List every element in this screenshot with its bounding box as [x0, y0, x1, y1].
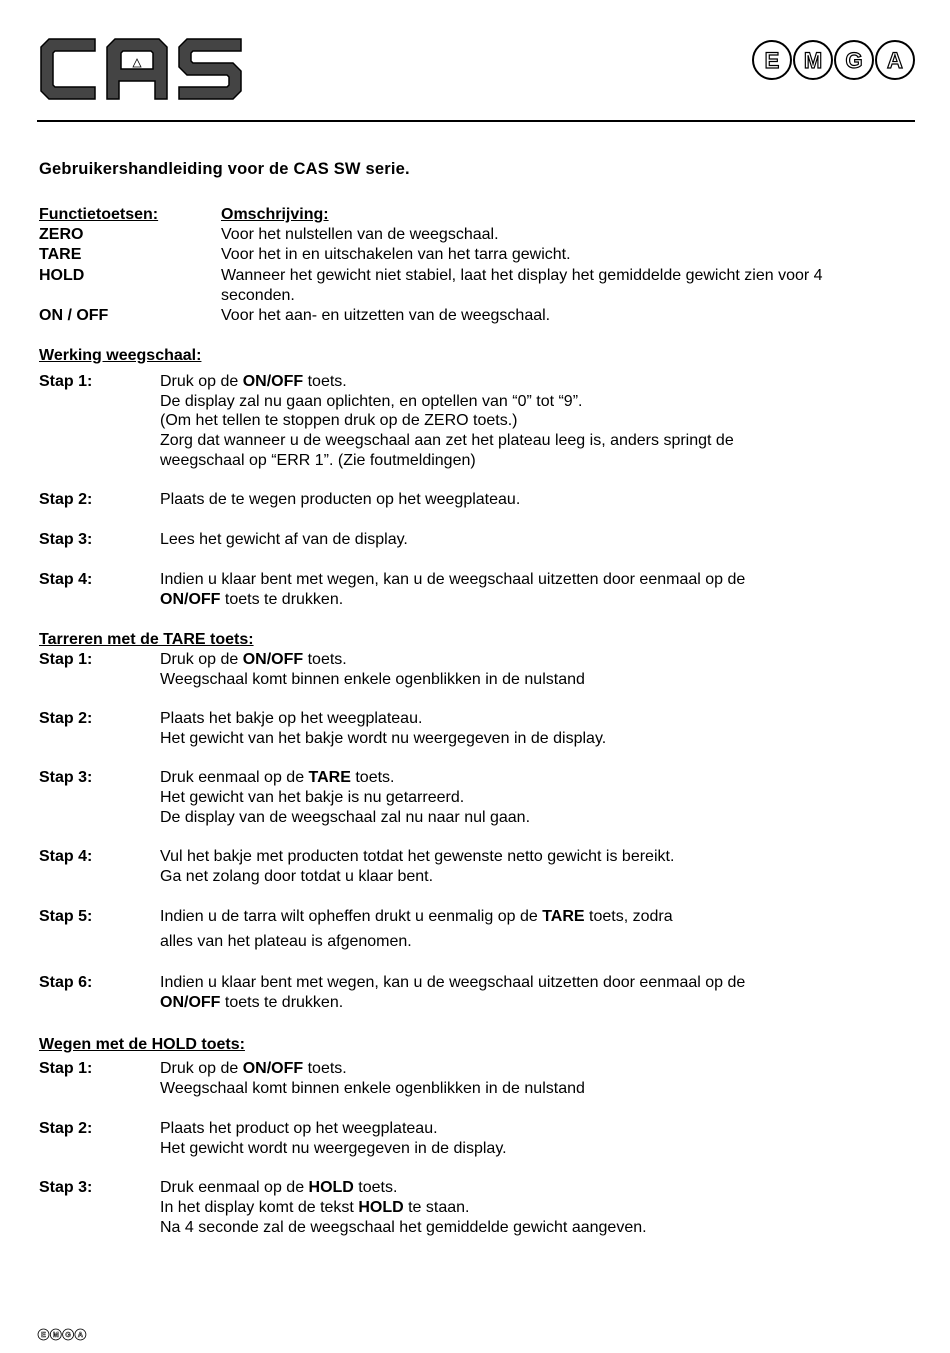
step-text: De display zal nu gaan oplichten, en optellen van “0” tot “9”.	[160, 393, 583, 410]
key-description: seconden.	[221, 287, 295, 304]
step-text: Het gewicht wordt nu weergegeven in de display.	[160, 1140, 507, 1157]
keys-column-header: Functietoetsen:	[39, 206, 159, 223]
footer-emga-letter: G	[65, 1332, 71, 1340]
emga-logo-letter: M	[803, 47, 823, 73]
emga-logo-letter: E	[764, 47, 780, 73]
step-text: Plaats het product op het weegplateau.	[160, 1120, 438, 1137]
step-label: Stap 4:	[39, 848, 93, 865]
step-text: In het display komt de tekst HOLD te staan.	[160, 1199, 470, 1216]
emga-logo	[752, 39, 916, 81]
step-text: (Om het tellen te stoppen druk op de ZERO toets.)	[160, 412, 518, 429]
section-heading: Tarreren met de TARE toets:	[39, 631, 254, 648]
step-label: Stap 6:	[39, 974, 93, 991]
step-label: Stap 2:	[39, 710, 93, 727]
step-text: weegschaal op “ERR 1”. (Zie foutmeldingen)	[160, 452, 476, 469]
cas-logo	[37, 37, 245, 101]
emga-logo-letter: A	[887, 47, 903, 73]
step-label: Stap 2:	[39, 491, 93, 508]
step-label: Stap 3:	[39, 769, 93, 786]
step-text: Vul het bakje met producten totdat het gewenste netto gewicht is bereikt.	[160, 848, 675, 865]
key-name: ON / OFF	[39, 307, 109, 324]
step-label: Stap 2:	[39, 1120, 93, 1137]
step-text: Het gewicht van het bakje is nu getarreerd.	[160, 789, 465, 806]
step-text: Lees het gewicht af van de display.	[160, 531, 408, 548]
step-label: Stap 4:	[39, 571, 93, 588]
key-description: Voor het aan- en uitzetten van de weegschaal.	[221, 307, 551, 324]
step-text: alles van het plateau is afgenomen.	[160, 933, 412, 950]
step-text: Weegschaal komt binnen enkele ogenblikken in de nulstand	[160, 1080, 585, 1097]
header-divider	[37, 120, 915, 122]
description-column-header: Omschrijving:	[221, 206, 329, 223]
step-text: Druk op de ON/OFF toets.	[160, 1060, 347, 1077]
page-title: Gebruikershandleiding voor de CAS SW serie.	[39, 160, 410, 178]
step-text: Druk eenmaal op de HOLD toets.	[160, 1179, 398, 1196]
step-text: Druk op de ON/OFF toets.	[160, 651, 347, 668]
key-description: Wanneer het gewicht niet stabiel, laat het display het gemiddelde gewicht zien voor 4	[221, 267, 823, 284]
footer-emga-letter: A	[77, 1332, 83, 1340]
step-label: Stap 1:	[39, 1060, 93, 1077]
step-text: Druk eenmaal op de TARE toets.	[160, 769, 395, 786]
step-text: Zorg dat wanneer u de weegschaal aan zet het plateau leeg is, anders springt de	[160, 432, 734, 449]
key-description: Voor het in en uitschakelen van het tarra gewicht.	[221, 246, 571, 263]
step-text: Druk op de ON/OFF toets.	[160, 373, 347, 390]
step-text: Indien u klaar bent met wegen, kan u de weegschaal uitzetten door eenmaal op de	[160, 974, 746, 991]
step-text: Plaats de te wegen producten op het weegplateau.	[160, 491, 521, 508]
step-text: Het gewicht van het bakje wordt nu weergegeven in de display.	[160, 730, 607, 747]
footer-emga-letter: M	[52, 1332, 59, 1340]
key-name: TARE	[39, 246, 82, 263]
step-label: Stap 1:	[39, 651, 93, 668]
footer-emga-letter: E	[41, 1332, 46, 1340]
step-text: Na 4 seconde zal de weegschaal het gemiddelde gewicht aangeven.	[160, 1219, 647, 1236]
step-label: Stap 1:	[39, 373, 93, 390]
step-text: Weegschaal komt binnen enkele ogenblikken in de nulstand	[160, 671, 585, 688]
key-description: Voor het nulstellen van de weegschaal.	[221, 226, 499, 243]
step-label: Stap 3:	[39, 1179, 93, 1196]
step-text: Indien u de tarra wilt opheffen drukt u eenmalig op de TARE toets, zodra	[160, 908, 673, 925]
emga-logo-letter: G	[845, 47, 863, 73]
key-name: HOLD	[39, 267, 85, 284]
step-label: Stap 3:	[39, 531, 93, 548]
step-label: Stap 5:	[39, 908, 93, 925]
section-heading: Werking weegschaal:	[39, 347, 202, 364]
step-text: ON/OFF toets te drukken.	[160, 591, 344, 608]
key-name: ZERO	[39, 226, 84, 243]
step-text: Indien u klaar bent met wegen, kan u de weegschaal uitzetten door eenmaal op de	[160, 571, 746, 588]
section-heading: Wegen met de HOLD toets:	[39, 1036, 245, 1053]
step-text: Ga net zolang door totdat u klaar bent.	[160, 868, 434, 885]
step-text: De display van de weegschaal zal nu naar nul gaan.	[160, 809, 531, 826]
footer-emga-logo	[37, 1328, 87, 1341]
step-text: Plaats het bakje op het weegplateau.	[160, 710, 423, 727]
step-text: ON/OFF toets te drukken.	[160, 994, 344, 1011]
